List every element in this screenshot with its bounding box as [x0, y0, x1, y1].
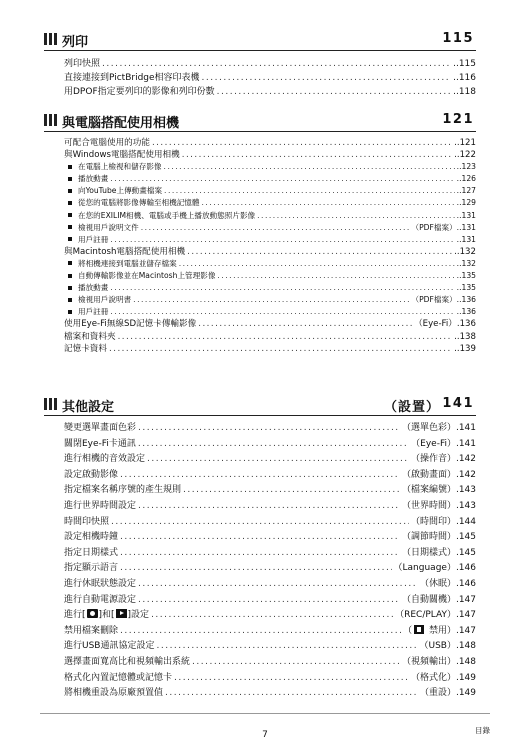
toc-entry[interactable]: 進行相機的音效設定 ..... （操作音）.142 [64, 452, 476, 468]
section-print [44, 30, 476, 99]
section-bars-icon [44, 398, 58, 410]
toc-entry[interactable]: 使用Eye-Fi無線SD記憶卡傳輸影像 ..... （Eye-Fi）.136 [64, 318, 476, 330]
bullet-icon [68, 177, 72, 181]
toc-subentry[interactable]: 在電腦上檢視和儲存影像 ..... ..123 [64, 161, 476, 173]
section-title: 其他設定 [62, 400, 115, 415]
toc-subentry[interactable]: 檢視用戶說明文件 ..... （PDF檔案）..131 [64, 222, 476, 234]
toc-entry[interactable]: 用DPOF指定要列印的影像和列印份數 ..... ..118 [64, 85, 476, 99]
section-tag: （設置） [383, 400, 440, 415]
toc-subentry[interactable]: 向YouTube上傳動畫檔案 ..... ..127 [64, 185, 476, 197]
toc-entry[interactable]: 設定相機時鐘 ..... （調節時間）.145 [64, 530, 476, 546]
toc-entry[interactable]: 檔案和資料夾 ..... ..138 [64, 331, 476, 343]
toc-subentry[interactable]: 在您的EXILIM相機、電腦或手機上播放動態照片影像 ..... ..131 [64, 210, 476, 222]
toc-entry[interactable]: 設定啟動影像 ..... （啟動畫面）.142 [64, 468, 476, 484]
section-bars-icon [44, 33, 58, 45]
section-page: 115 [442, 31, 474, 46]
toc-subentry[interactable]: 用戶註冊 ..... ..131 [64, 234, 476, 246]
section-computer [44, 111, 476, 355]
bullet-icon [68, 189, 72, 193]
toc-subentry[interactable]: 檢視用戶說明書 ..... （PDF檔案）..136 [64, 294, 476, 306]
toc-subentry[interactable]: 用戶註冊 ..... ..136 [64, 306, 476, 318]
playback-mode-icon [116, 609, 127, 618]
toc-entry[interactable]: 進行USB通訊協定設定 ..... （USB）.148 [64, 639, 476, 655]
toc-subentry[interactable]: 自動傳輸影像並在Macintosh上管理影像 ..... ..135 [64, 270, 476, 282]
trash-icon [414, 625, 424, 634]
camera-mode-icon [87, 609, 98, 618]
bullet-icon [68, 201, 72, 205]
toc-entry[interactable]: 進行[ ]和[ ]設定 ..... （REC/PLAY）.147 [64, 608, 476, 624]
toc-entry[interactable]: 直接連接到PictBridge相容印表機 ..... ..116 [64, 71, 476, 85]
toc-entry[interactable]: 關閉Eye-Fi卡通訊 ..... （Eye-Fi）.141 [64, 437, 476, 453]
section-title: 與電腦搭配使用相機 [62, 116, 180, 131]
toc-entry[interactable]: 記憶卡資料 ..... ..139 [64, 343, 476, 355]
bullet-icon [68, 286, 72, 290]
toc-entry[interactable]: 可配合電腦使用的功能 ..... ..121 [64, 137, 476, 149]
section-header [44, 111, 476, 132]
bullet-icon [68, 237, 72, 241]
toc-entry[interactable]: 與Windows電腦搭配使用相機 ..... ..122 [64, 149, 476, 161]
bullet-icon [68, 274, 72, 278]
section-bars-icon [44, 114, 58, 126]
toc-entry[interactable]: 與Macintosh電腦搭配使用相機 ..... ..132 [64, 246, 476, 258]
toc-subentry[interactable]: 播放動畫 ..... ..135 [64, 282, 476, 294]
section-title: 列印 [62, 35, 89, 50]
toc-entry[interactable]: 變更選單畫面色彩 ..... （選單色彩）.141 [64, 421, 476, 437]
bullet-icon [68, 261, 72, 265]
toc-subentry[interactable]: 播放動畫 ..... ..126 [64, 173, 476, 185]
toc-entry[interactable]: 進行自動電源設定 ..... （自動關機）.147 [64, 593, 476, 609]
toc-entry[interactable]: 將相機重設為原廠預置值 ..... （重設）.149 [64, 686, 476, 702]
page-number: 7 [262, 730, 268, 740]
section-other-settings [44, 395, 476, 702]
toc-entry[interactable]: 時間印快照 ..... （時間印）.144 [64, 515, 476, 531]
section-header [44, 395, 476, 416]
section-page: 121 [442, 112, 474, 127]
toc-entry[interactable]: 列印快照 ..... ..115 [64, 57, 476, 71]
toc-entry[interactable]: 指定檔案名稱序號的產生規則 ..... （檔案編號）.143 [64, 483, 476, 499]
bullet-icon [68, 298, 72, 302]
toc-entry[interactable]: 選擇畫面寬高比和視頻輸出系統 ..... （視頻輸出）.148 [64, 655, 476, 671]
bullet-icon [68, 225, 72, 229]
footer-label: 目錄 [475, 726, 490, 735]
section-header [44, 30, 476, 51]
toc-entry[interactable]: 禁用檔案刪除 ..... （ 禁用）.147 [64, 624, 476, 640]
bullet-icon [68, 213, 72, 217]
toc-subentry[interactable]: 從您的電腦將影像傳輸至相機記憶體 ..... ..129 [64, 197, 476, 209]
toc-entry[interactable]: 進行世界時間設定 ..... （世界時間）.143 [64, 499, 476, 515]
toc-subentry[interactable]: 將相機連接到電腦並儲存檔案 ..... ..132 [64, 258, 476, 270]
section-page: 141 [442, 396, 474, 411]
toc-entry[interactable]: 進行休眠狀態設定 ..... （休眠）.146 [64, 577, 476, 593]
footer-divider [40, 713, 490, 714]
toc-entry[interactable]: 指定顯示語言 ..... （Language）.146 [64, 561, 476, 577]
toc-entry[interactable]: 格式化內置記憶體或記憶卡 ..... （格式化）.149 [64, 671, 476, 687]
bullet-icon [68, 165, 72, 169]
bullet-icon [68, 310, 72, 314]
toc-entry[interactable]: 指定日期樣式 ..... （日期樣式）.145 [64, 546, 476, 562]
